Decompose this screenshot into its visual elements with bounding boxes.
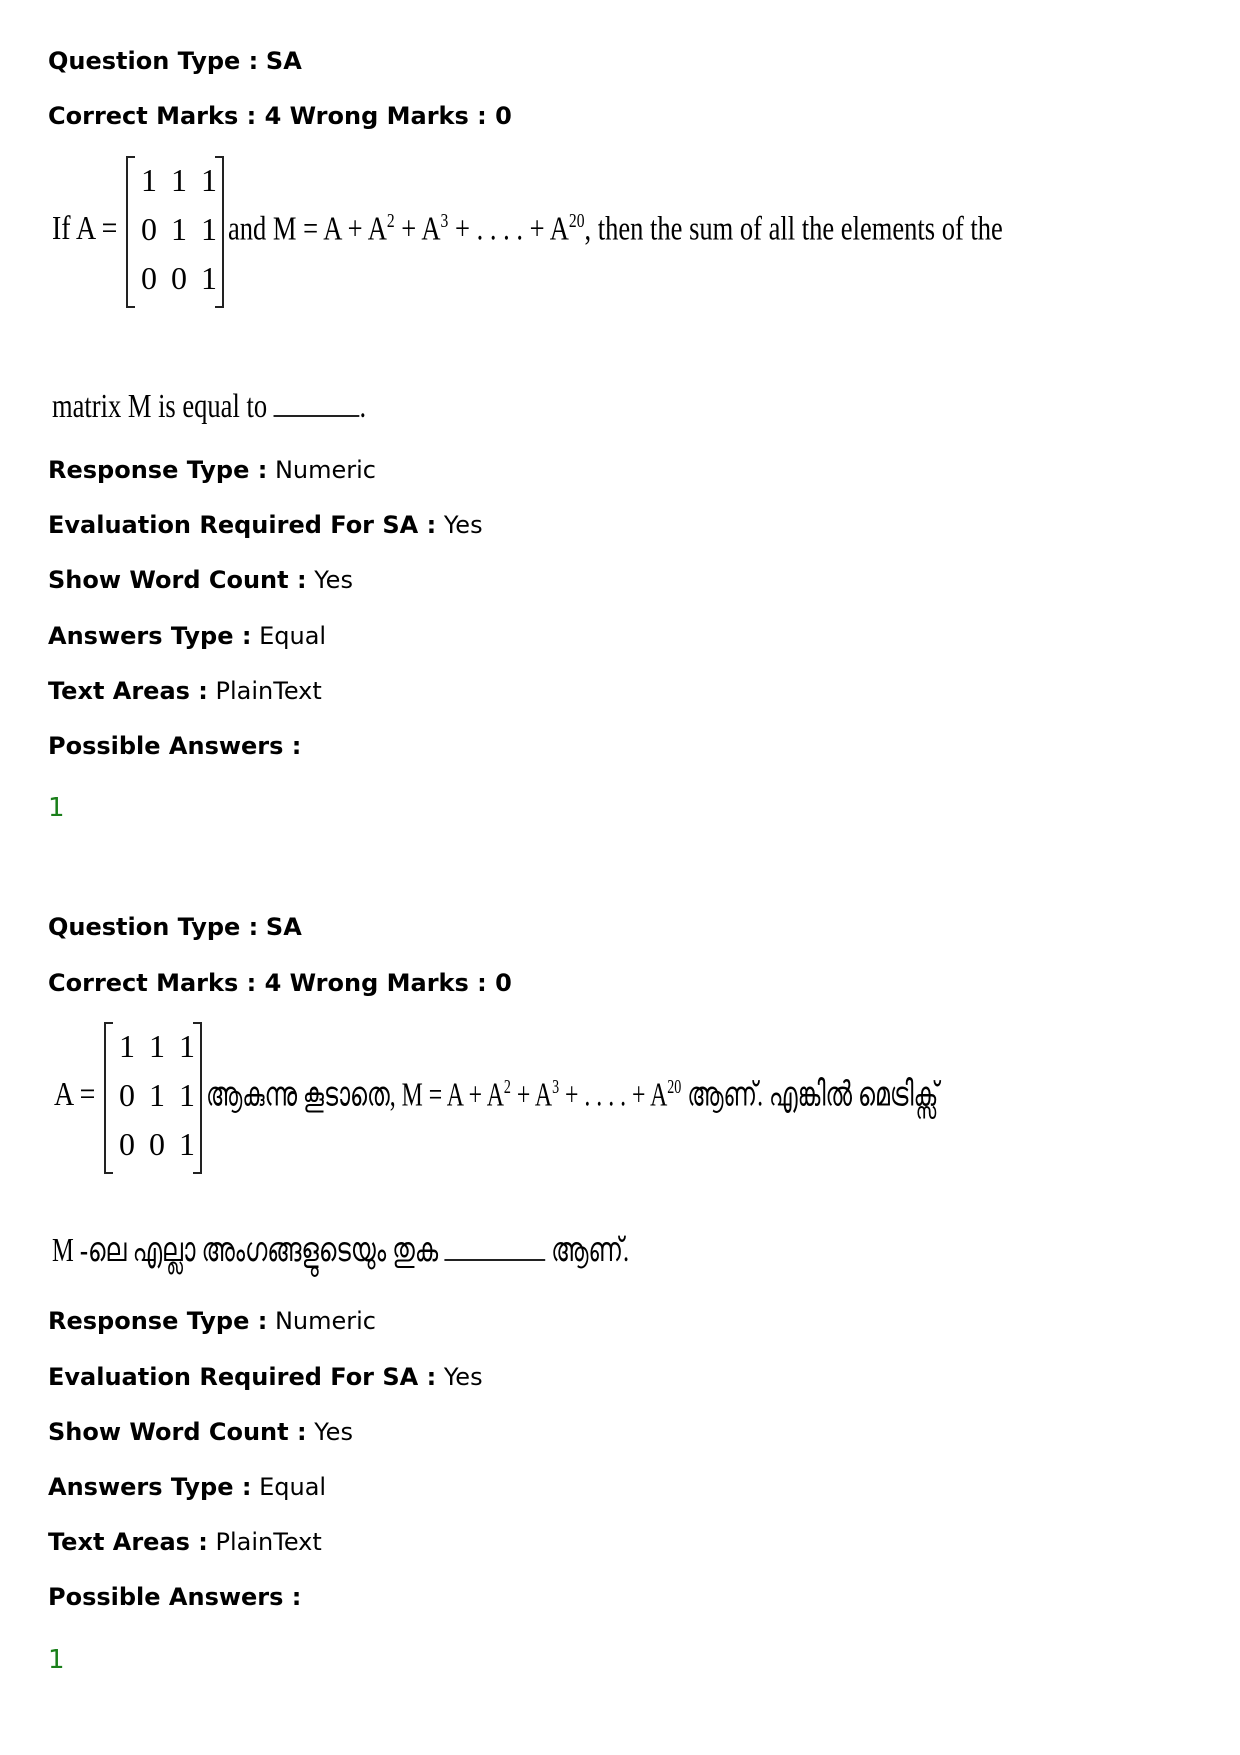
text-areas-value: PlainText [215, 677, 322, 705]
word-count-value: Yes [314, 566, 353, 594]
matrix-cell: 1 [141, 162, 157, 198]
matrix-cell: 1 [171, 211, 187, 247]
question-type-value: SA [265, 913, 302, 941]
matrix-cell: 0 [141, 260, 157, 296]
question-type-row [48, 46, 302, 76]
series-start: ആകുന്നു കൂടാതെ, M = A + A [206, 1076, 504, 1114]
matrix-cell: 0 [119, 1126, 135, 1162]
evaluation-value: Yes [443, 1363, 483, 1391]
series-expression [206, 1076, 938, 1114]
answers-type-value: Equal [259, 1473, 327, 1501]
marks-label: Correct Marks : 4 Wrong Marks : 0 [48, 102, 512, 130]
text-areas-label: Text Areas : [48, 677, 208, 705]
evaluation-label: Evaluation Required For SA : [48, 1363, 437, 1391]
exp-3: 3 [440, 210, 449, 232]
series-tail: + . . . . + A [559, 1076, 668, 1114]
marks-row [48, 968, 512, 998]
continuation-end: ആണ്. [551, 1232, 630, 1269]
answers-type-label: Answers Type : [48, 622, 252, 650]
question-continuation [52, 388, 366, 426]
evaluation-label: Evaluation Required For SA : [48, 511, 437, 539]
answers-type-label: Answers Type : [48, 1473, 252, 1501]
continuation-text: M -ലെ എല്ലാ അംഗങ്ങളുടെയും തുക [52, 1232, 439, 1269]
word-count-value: Yes [314, 1418, 353, 1446]
word-count-row [48, 565, 353, 595]
continuation-end: . [359, 388, 367, 425]
possible-answers-row [48, 1582, 301, 1612]
word-count-label: Show Word Count : [48, 566, 307, 594]
answer-blank [274, 389, 360, 417]
response-type-label: Response Type : [48, 1307, 268, 1335]
matrix-cell: 0 [149, 1126, 165, 1162]
question-type-row [48, 912, 302, 942]
answers-type-row [48, 621, 326, 651]
text-areas-row [48, 1527, 322, 1557]
evaluation-value: Yes [443, 511, 483, 539]
marks-label: Correct Marks : 4 Wrong Marks : 0 [48, 969, 512, 997]
exp-2: 2 [386, 210, 395, 232]
evaluation-row [48, 1362, 483, 1392]
matrix-cell: 1 [201, 211, 217, 247]
marks-row [48, 101, 512, 131]
series-mid: + A [394, 210, 441, 248]
response-type-value: Numeric [274, 1307, 376, 1335]
matrix-cell: 1 [201, 260, 217, 296]
question-type-label: Question Type : [48, 47, 259, 75]
matrix-a [104, 1018, 202, 1174]
matrix-cell: 1 [179, 1028, 195, 1064]
series-mid: + A [510, 1076, 553, 1114]
matrix-cell: 1 [179, 1077, 195, 1113]
continuation-text: matrix M is equal to [52, 388, 268, 425]
text-areas-row [48, 676, 322, 706]
matrix-cell: 1 [179, 1126, 195, 1162]
exp-20: 20 [667, 1076, 682, 1098]
series-end: , then the sum of all the elements of the [584, 210, 1003, 248]
matrix-cell: 1 [149, 1028, 165, 1064]
series-tail: + . . . . + A [448, 210, 569, 248]
answers-type-row [48, 1472, 326, 1502]
matrix-cell: 0 [171, 260, 187, 296]
matrix-table [112, 1022, 202, 1169]
series-start: and M = A + A [228, 210, 387, 248]
possible-answer-value: 1 [48, 793, 65, 823]
matrix-cell: 1 [171, 162, 187, 198]
matrix-prefix: A = [54, 1076, 96, 1113]
possible-answer-value: 1 [48, 1645, 65, 1675]
text-areas-value: PlainText [215, 1528, 322, 1556]
answer-blank [444, 1233, 545, 1261]
matrix-a [126, 152, 224, 308]
text-areas-label: Text Areas : [48, 1528, 208, 1556]
word-count-label: Show Word Count : [48, 1418, 307, 1446]
word-count-row [48, 1417, 353, 1447]
possible-answers-label: Possible Answers : [48, 732, 302, 760]
matrix-cell: 0 [119, 1077, 135, 1113]
matrix-cell: 0 [141, 211, 157, 247]
answers-type-value: Equal [259, 622, 327, 650]
matrix-prefix: If A = [52, 210, 118, 247]
response-type-row [48, 1306, 376, 1336]
exp-2: 2 [503, 1076, 511, 1098]
evaluation-row [48, 510, 483, 540]
exp-3: 3 [552, 1076, 560, 1098]
matrix-cell: 1 [201, 162, 217, 198]
possible-answers-row [48, 731, 301, 761]
response-type-row [48, 455, 376, 485]
possible-answers-label: Possible Answers : [48, 1583, 302, 1611]
question-continuation [52, 1232, 629, 1270]
response-type-label: Response Type : [48, 456, 268, 484]
matrix-cell: 1 [119, 1028, 135, 1064]
exp-20: 20 [568, 210, 585, 232]
response-type-value: Numeric [274, 456, 376, 484]
series-expression [228, 210, 1003, 248]
question-statement [48, 152, 1148, 312]
matrix-table [134, 156, 224, 303]
series-end: ആണ്. എങ്കിൽ മെട്രിക്സ് [681, 1076, 939, 1114]
question-statement [48, 1018, 1148, 1178]
question-type-label: Question Type : [48, 913, 259, 941]
question-type-value: SA [265, 47, 302, 75]
matrix-cell: 1 [149, 1077, 165, 1113]
